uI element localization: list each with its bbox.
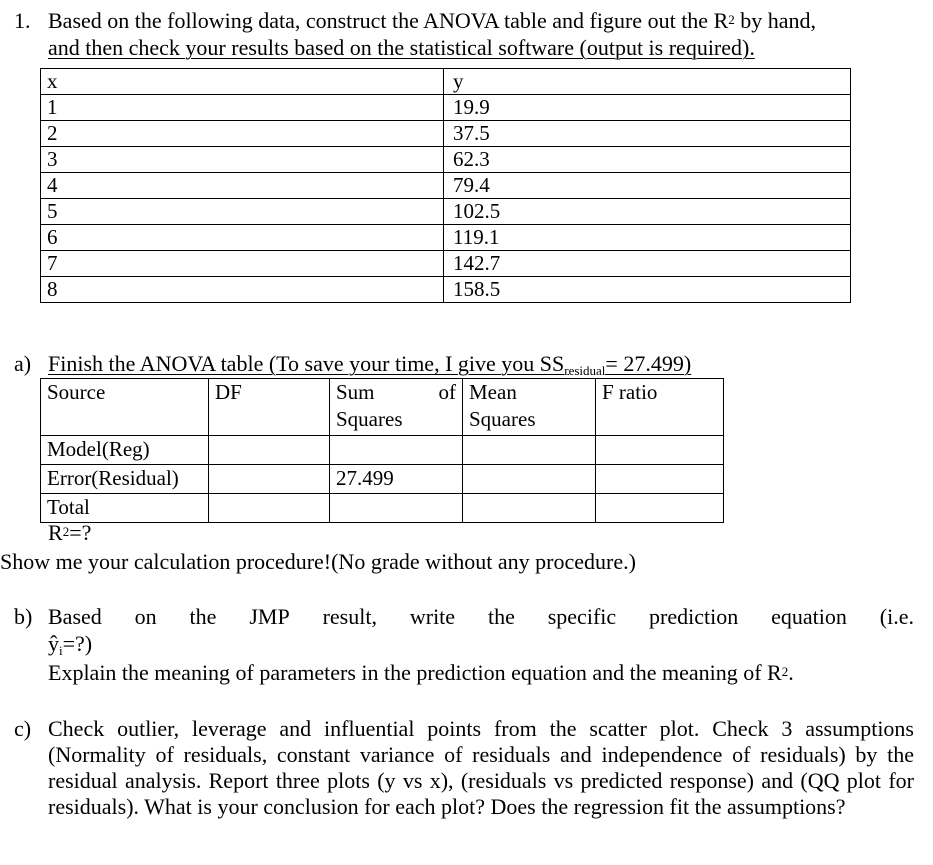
sum-of-header-line bbox=[336, 379, 456, 406]
cell-x: 8 bbox=[41, 277, 444, 303]
anova-df bbox=[209, 436, 330, 465]
part-b-word: the bbox=[189, 604, 217, 629]
table-row bbox=[41, 277, 851, 303]
part-b-word: JMP bbox=[249, 604, 290, 629]
cell-y: 142.7 bbox=[444, 251, 851, 277]
part-b-line-3 bbox=[48, 660, 794, 686]
part-b-word: Based bbox=[48, 604, 102, 629]
data-table-header bbox=[41, 69, 851, 95]
part-c-label: c) bbox=[14, 716, 32, 741]
anova-ms bbox=[463, 436, 596, 465]
part-b-r-squared-sup: 2 bbox=[781, 664, 789, 679]
anova-ss bbox=[330, 494, 463, 523]
r-squared-question bbox=[48, 520, 91, 546]
part-b-line-1 bbox=[48, 604, 914, 630]
y-hat: ŷ bbox=[48, 631, 59, 656]
table-row bbox=[41, 147, 851, 173]
cell-x: 1 bbox=[41, 95, 444, 121]
table-row bbox=[41, 121, 851, 147]
anova-df bbox=[209, 494, 330, 523]
anova-table bbox=[40, 378, 724, 523]
part-b-line-2 bbox=[48, 631, 92, 657]
part-a-label: a) bbox=[14, 351, 32, 376]
cell-x: 7 bbox=[41, 251, 444, 277]
ss-residual-subscript: residual bbox=[564, 363, 606, 378]
sum-word: Sum bbox=[336, 380, 375, 404]
anova-header-row bbox=[41, 379, 724, 436]
part-a-text bbox=[48, 351, 691, 377]
anova-header-source: Source bbox=[41, 379, 209, 436]
table-row bbox=[41, 95, 851, 121]
r-squared-end: =? bbox=[69, 520, 92, 545]
y-hat-subscript: i bbox=[59, 643, 63, 658]
y-hat-end: =?) bbox=[62, 631, 93, 656]
anova-ss bbox=[330, 436, 463, 465]
anova-ms bbox=[463, 494, 596, 523]
anova-f bbox=[596, 494, 724, 523]
anova-row-total bbox=[41, 494, 724, 523]
anova-header-sum-of-squares bbox=[330, 379, 463, 436]
mean-squares-word: Squares bbox=[469, 407, 536, 431]
mean-word: Mean bbox=[469, 380, 517, 404]
part-c-text: Check outlier, leverage and influential points from the scatter plot. Check 3 assumptions (Normality of residuals, constant variance of residuals and independence of residuals) by the residual analysis. Report three plots (y vs x), (residuals vs predicted response) and (QQ plot for residuals). What is your conclusion for each plot? Does the regression fit the assumptions? bbox=[48, 716, 914, 819]
question-line-2: and then check your results based on the statistical software (output is required). bbox=[48, 35, 755, 60]
part-b-word: equation bbox=[771, 604, 847, 629]
anova-f bbox=[596, 465, 724, 494]
part-a-text-main: Finish the ANOVA table (To save your time, I give you SS bbox=[48, 351, 565, 376]
table-row bbox=[41, 173, 851, 199]
cell-y: 119.1 bbox=[444, 225, 851, 251]
part-b-word: on bbox=[134, 604, 157, 629]
r-squared-superscript: 2 bbox=[728, 12, 735, 27]
cell-y: 62.3 bbox=[444, 147, 851, 173]
data-table bbox=[40, 68, 851, 303]
question-number: 1. bbox=[14, 8, 31, 33]
question-line-1 bbox=[48, 8, 816, 34]
question-line-1-text: Based on the following data, construct the ANOVA table and figure out the R bbox=[48, 8, 729, 33]
part-a-text-end: = 27.499) bbox=[605, 351, 692, 376]
table-row bbox=[41, 251, 851, 277]
anova-f bbox=[596, 436, 724, 465]
cell-y: 37.5 bbox=[444, 121, 851, 147]
cell-y: 102.5 bbox=[444, 199, 851, 225]
squares-word: Squares bbox=[336, 407, 403, 431]
cell-x: 6 bbox=[41, 225, 444, 251]
header-x: x bbox=[41, 69, 444, 95]
cell-y: 19.9 bbox=[444, 95, 851, 121]
part-b-word: write bbox=[409, 604, 456, 629]
of-word: of bbox=[438, 380, 456, 404]
part-b-line-3-text: Explain the meaning of parameters in the prediction equation and the meaning of R bbox=[48, 660, 782, 685]
r-squared-r: R bbox=[48, 520, 63, 545]
anova-source: Error(Residual) bbox=[41, 465, 209, 494]
part-b-label: b) bbox=[14, 604, 33, 629]
question-line-1-end: by hand, bbox=[734, 8, 817, 33]
anova-df bbox=[209, 465, 330, 494]
procedure-instruction: Show me your calculation procedure!(No grade without any procedure.) bbox=[0, 549, 636, 574]
part-b-word: result, bbox=[322, 604, 377, 629]
cell-y: 79.4 bbox=[444, 173, 851, 199]
r-squared-sup: 2 bbox=[62, 524, 70, 539]
cell-y: 158.5 bbox=[444, 277, 851, 303]
table-row bbox=[41, 225, 851, 251]
anova-ss: 27.499 bbox=[330, 465, 463, 494]
anova-header-mean-squares bbox=[463, 379, 596, 436]
anova-header-df: DF bbox=[209, 379, 330, 436]
anova-ms bbox=[463, 465, 596, 494]
cell-x: 5 bbox=[41, 199, 444, 225]
anova-row-model bbox=[41, 436, 724, 465]
cell-x: 3 bbox=[41, 147, 444, 173]
anova-source: Model(Reg) bbox=[41, 436, 209, 465]
part-b-word: the bbox=[487, 604, 515, 629]
anova-source: Total bbox=[41, 494, 209, 523]
cell-x: 4 bbox=[41, 173, 444, 199]
cell-x: 2 bbox=[41, 121, 444, 147]
part-b-word: specific bbox=[547, 604, 617, 629]
header-y: y bbox=[444, 69, 851, 95]
anova-header-f-ratio: F ratio bbox=[596, 379, 724, 436]
table-row bbox=[41, 199, 851, 225]
part-b-word: prediction bbox=[649, 604, 739, 629]
part-b-line-3-end: . bbox=[788, 660, 794, 685]
anova-row-error bbox=[41, 465, 724, 494]
part-b-word: (i.e. bbox=[879, 604, 914, 629]
